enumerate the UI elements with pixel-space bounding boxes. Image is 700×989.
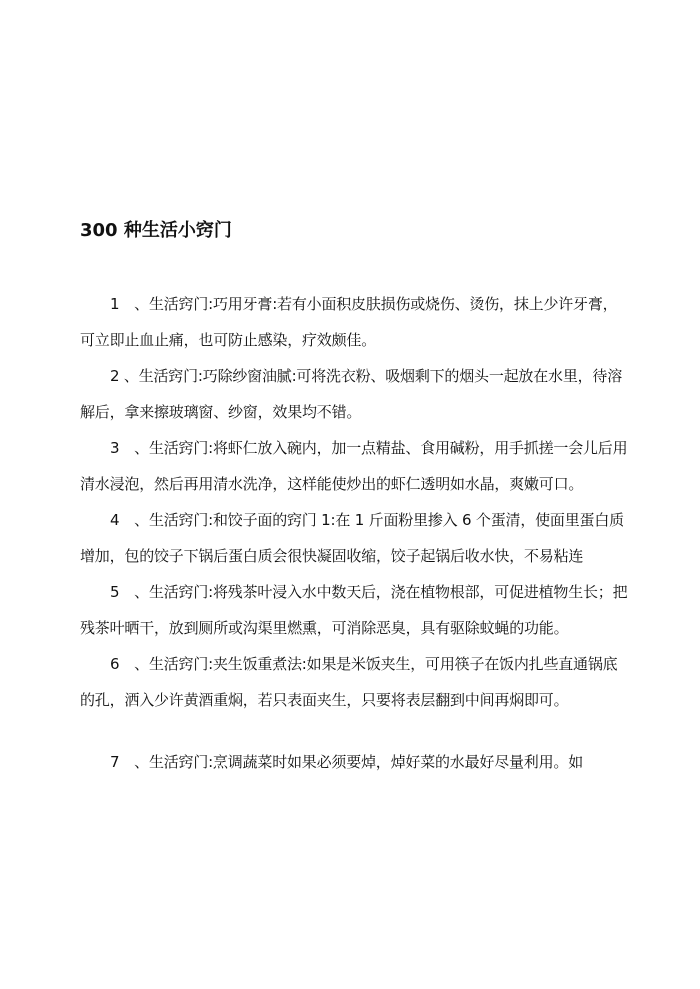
paragraph-7: 7 、生活窍门:烹调蔬菜时如果必须要焯，焯好菜的水最好尽量利用。如: [110, 753, 584, 771]
paragraph-1: 1 、生活窍门:巧用牙膏:若有小面积皮肤损伤或烧伤、烫伤，抹上少许牙膏，可立即止血止痛，也可防止感染，疗效颇佳。: [80, 295, 618, 349]
document-title: 300 种生活小窍门: [80, 220, 232, 241]
paragraph-3: 3 、生活窍门:将虾仁放入碗内，加一点精盐、食用碱粉，用手抓搓一会儿后用清水浸泡，然后再用清水洗净，这样能使炒出的虾仁透明如水晶，爽嫩可口。: [80, 439, 628, 493]
paragraph-6: 6 、生活窍门:夹生饭重煮法:如果是米饭夹生，可用筷子在饭内扎些直通锅底的孔，洒入少许黄酒重焖，若只表面夹生，只要将表层翻到中间再焖即可。: [80, 655, 618, 709]
paragraph-5: 5 、生活窍门:将残茶叶浸入水中数天后，浇在植物根部，可促进植物生长；把残茶叶晒干，放到厕所或沟渠里燃熏，可消除恶臭，具有驱除蚊蝇的功能。: [80, 583, 628, 637]
document-body: [80, 286, 630, 780]
paragraph-2: 2 、生活窍门:巧除纱窗油腻:可将洗衣粉、吸烟剩下的烟头一起放在水里，待溶解后，拿来擦玻璃窗、纱窗，效果均不错。: [80, 367, 623, 421]
paragraph-4: 4 、生活窍门:和饺子面的窍门 1:在 1 斤面粉里掺入 6 个蛋清，使面里蛋白质增加，包的饺子下锅后蛋白质会很快凝固收缩，饺子起锅后收水快，不易粘连: [80, 511, 624, 565]
